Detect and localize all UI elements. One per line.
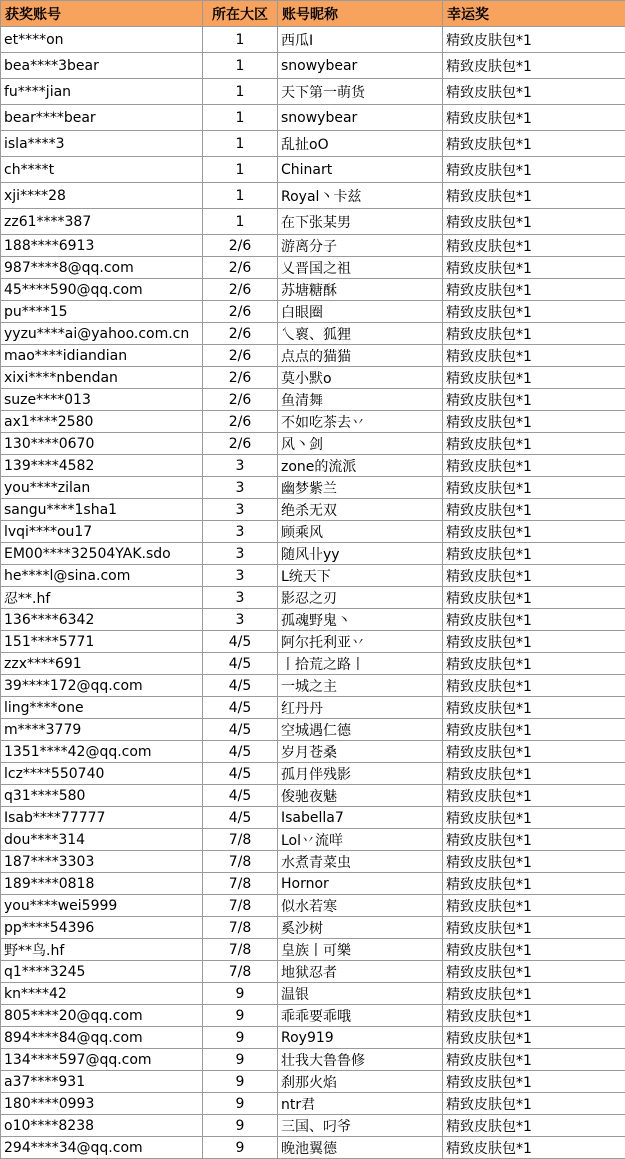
cell-region: 1 — [203, 183, 278, 209]
cell-account: 151****5771 — [1, 631, 203, 653]
cell-nickname: 游离分子 — [278, 235, 443, 257]
table-row — [1, 27, 625, 53]
cell-account: yyzu****ai@yahoo.com.cn — [1, 323, 203, 345]
table-row — [1, 1115, 625, 1137]
header-account: 获奖账号 — [1, 1, 203, 27]
cell-prize: 精致皮肤包*1 — [443, 1093, 625, 1115]
cell-account: q31****580 — [1, 785, 203, 807]
cell-prize: 精致皮肤包*1 — [443, 807, 625, 829]
cell-nickname: 晚池翼德 — [278, 1137, 443, 1159]
table-row — [1, 1027, 625, 1049]
cell-prize: 精致皮肤包*1 — [443, 1137, 625, 1159]
cell-nickname: 风丶剑 — [278, 433, 443, 455]
cell-region: 7/8 — [203, 961, 278, 983]
cell-account: you****zilan — [1, 477, 203, 499]
cell-region: 9 — [203, 983, 278, 1005]
cell-prize: 精致皮肤包*1 — [443, 455, 625, 477]
cell-account: suze****013 — [1, 389, 203, 411]
cell-prize: 精致皮肤包*1 — [443, 411, 625, 433]
cell-account: 987****8@qq.com — [1, 257, 203, 279]
cell-prize: 精致皮肤包*1 — [443, 367, 625, 389]
cell-account: fu****jian — [1, 79, 203, 105]
cell-prize: 精致皮肤包*1 — [443, 653, 625, 675]
cell-nickname: zone的流派 — [278, 455, 443, 477]
cell-nickname: snowybear — [278, 105, 443, 131]
cell-region: 3 — [203, 477, 278, 499]
cell-region: 1 — [203, 105, 278, 131]
table-row — [1, 587, 625, 609]
cell-prize: 精致皮肤包*1 — [443, 631, 625, 653]
cell-prize: 精致皮肤包*1 — [443, 157, 625, 183]
table-row — [1, 917, 625, 939]
cell-region: 2/6 — [203, 257, 278, 279]
cell-region: 4/5 — [203, 719, 278, 741]
cell-prize: 精致皮肤包*1 — [443, 1071, 625, 1093]
cell-account: 39****172@qq.com — [1, 675, 203, 697]
cell-account: ling****one — [1, 697, 203, 719]
cell-nickname: 奚沙树 — [278, 917, 443, 939]
table-row — [1, 455, 625, 477]
cell-region: 4/5 — [203, 675, 278, 697]
cell-account: 294****34@qq.com — [1, 1137, 203, 1159]
table-row — [1, 719, 625, 741]
table-row — [1, 1005, 625, 1027]
cell-account: pu****15 — [1, 301, 203, 323]
cell-prize: 精致皮肤包*1 — [443, 873, 625, 895]
cell-region: 9 — [203, 1049, 278, 1071]
table-row — [1, 763, 625, 785]
cell-prize: 精致皮肤包*1 — [443, 961, 625, 983]
cell-region: 9 — [203, 1071, 278, 1093]
cell-nickname: 天下第一萌货 — [278, 79, 443, 105]
cell-account: 189****0818 — [1, 873, 203, 895]
table-row — [1, 279, 625, 301]
cell-prize: 精致皮肤包*1 — [443, 301, 625, 323]
table-body — [1, 27, 625, 1159]
cell-region: 2/6 — [203, 433, 278, 455]
table-row — [1, 323, 625, 345]
cell-account: EM00****32504YAK.sdo — [1, 543, 203, 565]
cell-nickname: ntr君 — [278, 1093, 443, 1115]
cell-nickname: 鱼清舞 — [278, 389, 443, 411]
table-row — [1, 367, 625, 389]
cell-prize: 精致皮肤包*1 — [443, 499, 625, 521]
table-row — [1, 653, 625, 675]
cell-account: m****3779 — [1, 719, 203, 741]
table-row — [1, 411, 625, 433]
cell-prize: 精致皮肤包*1 — [443, 1027, 625, 1049]
cell-region: 2/6 — [203, 235, 278, 257]
cell-account: lcz****550740 — [1, 763, 203, 785]
table-row — [1, 1093, 625, 1115]
cell-region: 9 — [203, 1005, 278, 1027]
cell-account: 180****0993 — [1, 1093, 203, 1115]
cell-region: 7/8 — [203, 917, 278, 939]
cell-region: 1 — [203, 53, 278, 79]
cell-region: 4/5 — [203, 741, 278, 763]
cell-prize: 精致皮肤包*1 — [443, 477, 625, 499]
table-row — [1, 741, 625, 763]
header-region: 所在大区 — [203, 1, 278, 27]
cell-prize: 精致皮肤包*1 — [443, 323, 625, 345]
cell-nickname: 顾乘风 — [278, 521, 443, 543]
cell-prize: 精致皮肤包*1 — [443, 279, 625, 301]
cell-prize: 精致皮肤包*1 — [443, 1115, 625, 1137]
table-row — [1, 345, 625, 367]
cell-nickname: 孤月伴残影 — [278, 763, 443, 785]
cell-account: 894****84@qq.com — [1, 1027, 203, 1049]
cell-nickname: L统天下 — [278, 565, 443, 587]
cell-prize: 精致皮肤包*1 — [443, 1005, 625, 1027]
cell-nickname: 壮我大鲁鲁修 — [278, 1049, 443, 1071]
cell-nickname: 孤魂野鬼丶 — [278, 609, 443, 631]
cell-prize: 精致皮肤包*1 — [443, 917, 625, 939]
cell-region: 1 — [203, 79, 278, 105]
cell-nickname: 刹那火焰 — [278, 1071, 443, 1093]
cell-nickname: 在下张某男 — [278, 209, 443, 235]
cell-region: 3 — [203, 499, 278, 521]
table-row — [1, 257, 625, 279]
table-row — [1, 389, 625, 411]
cell-prize: 精致皮肤包*1 — [443, 829, 625, 851]
cell-nickname: 皇族丨可樂 — [278, 939, 443, 961]
cell-nickname: Isabella7 — [278, 807, 443, 829]
cell-account: o10****8238 — [1, 1115, 203, 1137]
cell-region: 7/8 — [203, 851, 278, 873]
cell-nickname: 西瓜I — [278, 27, 443, 53]
cell-nickname: 乖乖要乖哦 — [278, 1005, 443, 1027]
cell-account: zzx****691 — [1, 653, 203, 675]
cell-nickname: 温银 — [278, 983, 443, 1005]
cell-account: dou****314 — [1, 829, 203, 851]
cell-prize: 精致皮肤包*1 — [443, 983, 625, 1005]
cell-region: 3 — [203, 565, 278, 587]
cell-region: 1 — [203, 209, 278, 235]
cell-prize: 精致皮肤包*1 — [443, 183, 625, 209]
table-row — [1, 807, 625, 829]
cell-prize: 精致皮肤包*1 — [443, 741, 625, 763]
table-row — [1, 851, 625, 873]
cell-nickname: 幽梦紫兰 — [278, 477, 443, 499]
cell-prize: 精致皮肤包*1 — [443, 131, 625, 157]
cell-region: 2/6 — [203, 345, 278, 367]
cell-prize: 精致皮肤包*1 — [443, 719, 625, 741]
cell-nickname: Lol丷流咩 — [278, 829, 443, 851]
cell-prize: 精致皮肤包*1 — [443, 53, 625, 79]
table-row — [1, 301, 625, 323]
header-nickname: 账号昵称 — [278, 1, 443, 27]
table-row — [1, 1049, 625, 1071]
cell-account: et****on — [1, 27, 203, 53]
cell-prize: 精致皮肤包*1 — [443, 521, 625, 543]
cell-region: 4/5 — [203, 763, 278, 785]
cell-account: a37****931 — [1, 1071, 203, 1093]
cell-nickname: 随风卝yy — [278, 543, 443, 565]
table-row — [1, 131, 625, 157]
cell-prize: 精致皮肤包*1 — [443, 675, 625, 697]
cell-account: 136****6342 — [1, 609, 203, 631]
cell-account: 45****590@qq.com — [1, 279, 203, 301]
table-row — [1, 543, 625, 565]
cell-region: 2/6 — [203, 367, 278, 389]
table-row — [1, 499, 625, 521]
cell-nickname: 俊驰夜魅 — [278, 785, 443, 807]
cell-account: 130****0670 — [1, 433, 203, 455]
cell-prize: 精致皮肤包*1 — [443, 565, 625, 587]
header-prize: 幸运奖 — [443, 1, 625, 27]
table-row — [1, 829, 625, 851]
cell-nickname: 乀褱、狐狸 — [278, 323, 443, 345]
table-row — [1, 983, 625, 1005]
cell-nickname: Royal丶卡兹 — [278, 183, 443, 209]
cell-nickname: 一城之主 — [278, 675, 443, 697]
cell-nickname: 岁月苍桑 — [278, 741, 443, 763]
cell-account: zz61****387 — [1, 209, 203, 235]
cell-nickname: 似水若寒 — [278, 895, 443, 917]
cell-region: 2/6 — [203, 323, 278, 345]
table-row — [1, 697, 625, 719]
cell-prize: 精致皮肤包*1 — [443, 389, 625, 411]
cell-prize: 精致皮肤包*1 — [443, 785, 625, 807]
table-row — [1, 53, 625, 79]
cell-account: kn****42 — [1, 983, 203, 1005]
table-row — [1, 477, 625, 499]
cell-account: 805****20@qq.com — [1, 1005, 203, 1027]
cell-region: 7/8 — [203, 873, 278, 895]
cell-account: 134****597@qq.com — [1, 1049, 203, 1071]
cell-region: 9 — [203, 1027, 278, 1049]
table-row — [1, 1137, 625, 1159]
cell-nickname: 苏塘糖酥 — [278, 279, 443, 301]
cell-region: 2/6 — [203, 411, 278, 433]
cell-prize: 精致皮肤包*1 — [443, 851, 625, 873]
cell-account: 139****4582 — [1, 455, 203, 477]
table-row — [1, 235, 625, 257]
cell-account: 187****3303 — [1, 851, 203, 873]
cell-prize: 精致皮肤包*1 — [443, 257, 625, 279]
cell-region: 7/8 — [203, 939, 278, 961]
cell-prize: 精致皮肤包*1 — [443, 763, 625, 785]
cell-region: 9 — [203, 1137, 278, 1159]
table-row — [1, 609, 625, 631]
cell-account: xji****28 — [1, 183, 203, 209]
cell-prize: 精致皮肤包*1 — [443, 697, 625, 719]
cell-prize: 精致皮肤包*1 — [443, 587, 625, 609]
cell-nickname: 乂晋国之祖 — [278, 257, 443, 279]
cell-account: Isab****77777 — [1, 807, 203, 829]
cell-prize: 精致皮肤包*1 — [443, 79, 625, 105]
cell-prize: 精致皮肤包*1 — [443, 939, 625, 961]
table-row — [1, 157, 625, 183]
cell-region: 7/8 — [203, 829, 278, 851]
cell-account: 忍**.hf — [1, 587, 203, 609]
table-row — [1, 1071, 625, 1093]
cell-region: 4/5 — [203, 807, 278, 829]
cell-account: q1****3245 — [1, 961, 203, 983]
cell-region: 4/5 — [203, 653, 278, 675]
cell-prize: 精致皮肤包*1 — [443, 209, 625, 235]
cell-region: 9 — [203, 1115, 278, 1137]
cell-prize: 精致皮肤包*1 — [443, 235, 625, 257]
table-row — [1, 521, 625, 543]
cell-account: mao****idiandian — [1, 345, 203, 367]
cell-nickname: 白眼圈 — [278, 301, 443, 323]
table-row — [1, 939, 625, 961]
cell-region: 1 — [203, 27, 278, 53]
cell-account: you****wei5999 — [1, 895, 203, 917]
cell-account: xixi****nbendan — [1, 367, 203, 389]
cell-account: bear****bear — [1, 105, 203, 131]
cell-region: 3 — [203, 609, 278, 631]
cell-region: 4/5 — [203, 785, 278, 807]
cell-account: sangu****1sha1 — [1, 499, 203, 521]
table-row — [1, 209, 625, 235]
cell-nickname: 空城遇仁德 — [278, 719, 443, 741]
cell-nickname: 地狱忍者 — [278, 961, 443, 983]
table-row — [1, 433, 625, 455]
cell-nickname: 不如吃茶去丷 — [278, 411, 443, 433]
cell-account: isla****3 — [1, 131, 203, 157]
cell-nickname: 丨拾荒之路丨 — [278, 653, 443, 675]
cell-account: pp****54396 — [1, 917, 203, 939]
table-row — [1, 105, 625, 131]
cell-region: 3 — [203, 543, 278, 565]
table-row — [1, 895, 625, 917]
table-row — [1, 79, 625, 105]
cell-account: 野**鸟.hf — [1, 939, 203, 961]
cell-nickname: 点点的猫猫 — [278, 345, 443, 367]
cell-nickname: 三国、叼爷 — [278, 1115, 443, 1137]
table-row — [1, 785, 625, 807]
cell-account: ch****t — [1, 157, 203, 183]
cell-nickname: 阿尔托利亚丷 — [278, 631, 443, 653]
cell-region: 4/5 — [203, 631, 278, 653]
cell-account: bea****3bear — [1, 53, 203, 79]
cell-region: 3 — [203, 455, 278, 477]
cell-nickname: 红丹丹 — [278, 697, 443, 719]
cell-region: 3 — [203, 521, 278, 543]
cell-prize: 精致皮肤包*1 — [443, 1049, 625, 1071]
cell-region: 1 — [203, 157, 278, 183]
cell-nickname: 莫小默o — [278, 367, 443, 389]
cell-nickname: 绝杀无双 — [278, 499, 443, 521]
cell-nickname: Roy919 — [278, 1027, 443, 1049]
table-row — [1, 873, 625, 895]
cell-nickname: 乱扯oO — [278, 131, 443, 157]
cell-prize: 精致皮肤包*1 — [443, 895, 625, 917]
cell-account: 188****6913 — [1, 235, 203, 257]
cell-region: 2/6 — [203, 279, 278, 301]
cell-region: 7/8 — [203, 895, 278, 917]
table-row — [1, 183, 625, 209]
cell-region: 1 — [203, 131, 278, 157]
cell-region: 9 — [203, 1093, 278, 1115]
cell-account: 1351****42@qq.com — [1, 741, 203, 763]
table-row — [1, 675, 625, 697]
cell-prize: 精致皮肤包*1 — [443, 543, 625, 565]
header-row — [1, 1, 625, 27]
cell-account: lvqi****ou17 — [1, 521, 203, 543]
cell-account: he****l@sina.com — [1, 565, 203, 587]
cell-prize: 精致皮肤包*1 — [443, 105, 625, 131]
cell-region: 3 — [203, 587, 278, 609]
cell-nickname: 水煮青菜虫 — [278, 851, 443, 873]
cell-region: 4/5 — [203, 697, 278, 719]
cell-nickname: Hornor — [278, 873, 443, 895]
cell-prize: 精致皮肤包*1 — [443, 609, 625, 631]
cell-prize: 精致皮肤包*1 — [443, 345, 625, 367]
cell-region: 2/6 — [203, 301, 278, 323]
table-row — [1, 631, 625, 653]
table-row — [1, 565, 625, 587]
cell-nickname: Chinart — [278, 157, 443, 183]
table-row — [1, 961, 625, 983]
cell-prize: 精致皮肤包*1 — [443, 433, 625, 455]
cell-nickname: 影忍之刃 — [278, 587, 443, 609]
cell-nickname: snowybear — [278, 53, 443, 79]
cell-account: ax1****2580 — [1, 411, 203, 433]
cell-region: 2/6 — [203, 389, 278, 411]
cell-prize: 精致皮肤包*1 — [443, 27, 625, 53]
